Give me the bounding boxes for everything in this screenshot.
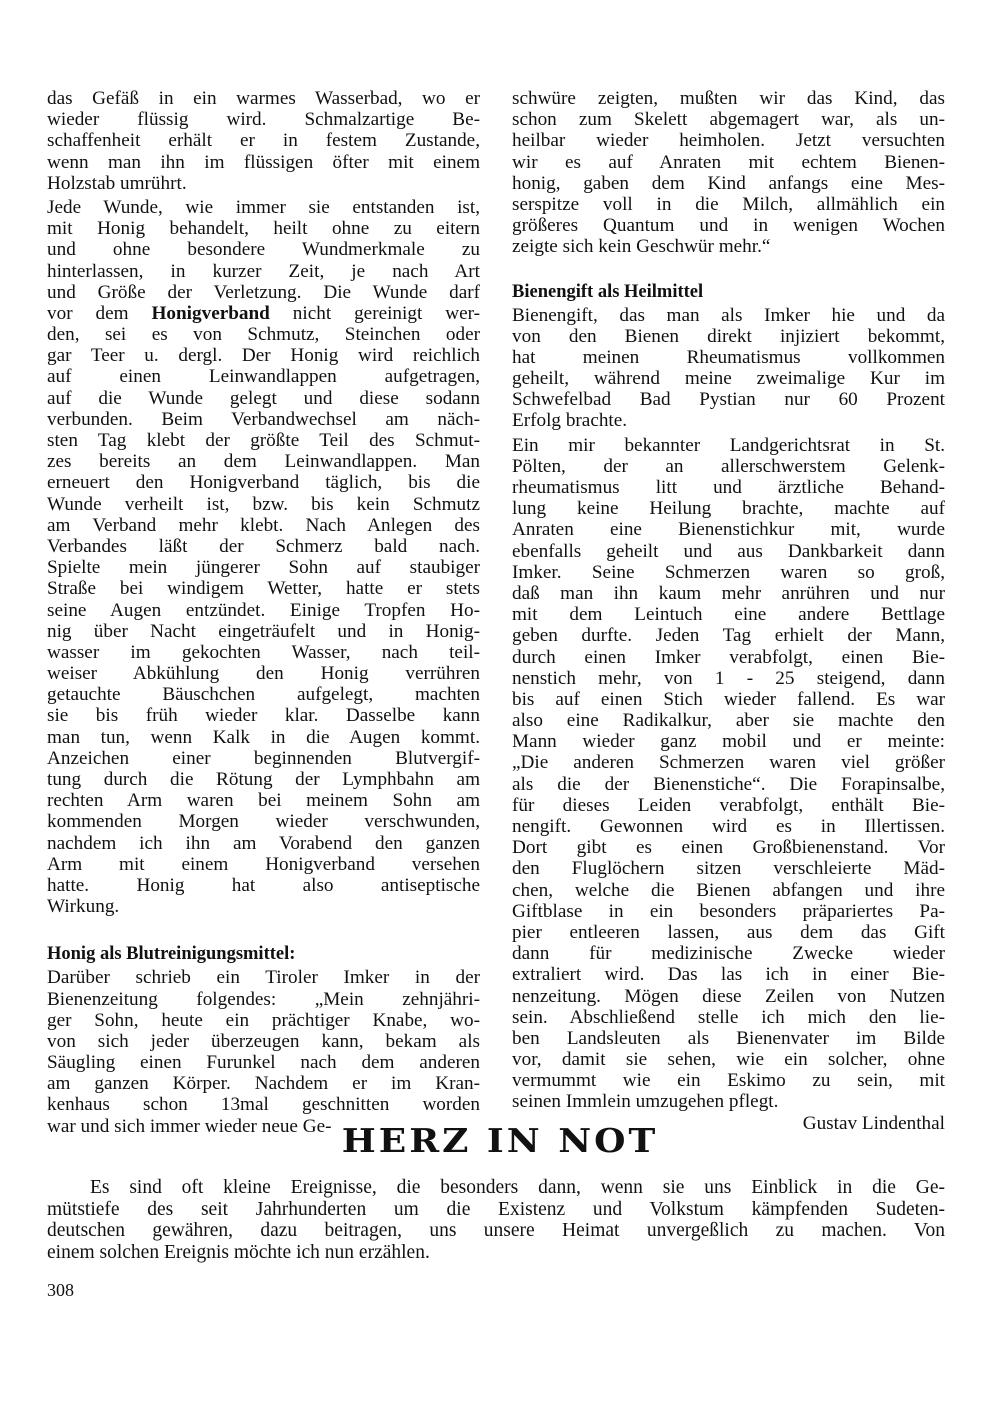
text-line: ben Landsleuten als Bienenvater im Bilde [512,1027,945,1049]
text-line [47,303,480,324]
text-line: vor, damit sie sehen, wie ein solcher, ohne [512,1049,945,1071]
text-line: Wunde verheilt ist, bzw. bis kein Schmutz [47,493,480,515]
text-line: wir es auf Anraten mit echtem Bienen- [512,151,945,173]
text-line: rechten Arm waren bei meinem Sohn am [47,790,480,812]
article-intro [47,1177,945,1263]
text-line: Bienenzeitung folgendes: „Mein zehnjähri- [47,988,480,1010]
bold-term: Honigverband [151,302,270,324]
section-heading-blutreinigung: Honig als Blutreinigungsmittel: [47,944,296,965]
text-line: zeigte sich kein Geschwür mehr.“ [512,236,771,258]
right-continuation [512,88,945,258]
text-line: schaffenheit erhält er in festem Zustande, [47,130,480,152]
text-line: Erfolg brachte. [512,410,628,432]
text-line: ger Sohn, heute ein prächtiger Knabe, wo- [47,1009,480,1031]
paragraph [512,88,945,258]
text-line: geben durfte. Jeden Tag erhielt der Mann, [512,625,945,647]
text-line: Wirkung. [47,896,120,918]
text-line: Pölten, der an allerschwerstem Gelenk- [512,455,945,477]
text-line: lung keine Heilung brachte, machte auf [512,498,945,520]
text-line: nig über Nacht eingeträufelt und in Honig- [47,620,480,642]
text-line: Es sind oft kleine Ereignisse, die besonders dann, wenn sie uns Einblick in die Ge- [90,1177,945,1198]
text-line: von sich jeder überzeugen kann, bekam als [47,1030,480,1052]
text-line: hinterlassen, in kurzer Zeit, je nach Art [47,260,480,282]
text-line: deutschen gewähren, dazu beitragen, uns unsere Heimat unvergeßlich zu machen. Von [47,1220,945,1241]
text-line: kenhaus schon 13mal geschnitten worden [47,1094,480,1116]
right-column [512,88,945,1134]
text-line: Darüber schrieb ein Tiroler Imker in der [47,967,480,989]
text-line: sein. Abschließend stelle ich mich den lie- [512,1006,945,1028]
text-line: einem solchen Ereignis möchte ich nun erzählen. [47,1241,430,1263]
text-line: rheumatismus litt und ärztliche Behand- [512,477,945,498]
right-paragraphs [512,305,945,1113]
text-line: für dieses Leiden verabfolgt, enthält Bie- [512,794,945,816]
text-line: honig, gaben dem Kind anfangs eine Mes- [512,172,945,194]
text-line: am ganzen Körper. Nachdem er im Kran- [47,1073,480,1095]
text-line: sie bis früh wieder klar. Dasselbe kann [47,705,480,727]
left-section-paragraph [47,967,480,1137]
text-line: schwüre zeigten, mußten wir das Kind, das [512,88,945,109]
text-line: nenstich mehr, von 1 - 25 steigend, dann [512,667,945,689]
text-line: nenzeitung. Mögen diese Zeilen von Nutzen [512,985,945,1007]
text-line: extraliert wird. Das las ich in einer Bie- [512,964,945,986]
text-line: mütstiefe des seit Jahrhunderten um die Existenz und Volkstum kämpfenden Sudeten- [47,1198,945,1220]
text-line: ebenfalls geheilt und aus Dankbarkeit dann [512,540,945,562]
text-line: Giftblase in ein besonders präpariertes Pa- [512,900,945,922]
text-line: seinen Immlein umzugehen pflegt. [512,1091,779,1113]
text-line: Arm mit einem Honigverband versehen [47,853,480,875]
text-line: und ohne besondere Wundmerkmale zu [47,239,480,261]
text-line: Ein mir bekannter Landgerichtsrat in St. [512,434,945,456]
text-line: nengift. Gewonnen wird es in Illertissen. [512,816,945,837]
text-line: Jede Wunde, wie immer sie entstanden ist, [47,196,480,218]
text-line: mit dem Leintuch eine andere Bettlage [512,604,945,626]
text-line: wasser im gekochten Wasser, nach teil- [47,641,480,663]
text-line: wenn man ihn im flüssigen öfter mit einem [47,151,480,173]
text-line: Spielte mein jüngerer Sohn auf staubiger [47,557,480,579]
text-line: Straße bei windigem Wetter, hatte er stets [47,578,480,600]
text-line: vermummt wie ein Eskimo zu sein, mit [512,1070,945,1092]
text-line: und Größe der Verletzung. Die Wunde darf [47,281,480,303]
text-line: Anraten eine Bienenstichkur mit, wurde [512,519,945,541]
text-line: sten Tag klebt der größte Teil des Schmut- [47,430,480,451]
page-number: 308 [47,1280,74,1300]
text-line: von den Bienen direkt injiziert bekommt, [512,325,945,347]
text-line: auf die Wunde gelegt und diese sodann [47,387,480,409]
text-line: gar Teer u. dergl. Der Honig wird reichlich [47,345,480,367]
text-line: getauchte Bäuschchen aufgelegt, machten [47,684,480,706]
left-paragraphs [47,88,480,917]
text-line: Verbandes läßt der Schmerz bald nach. [47,535,480,557]
text-line: verbunden. Beim Verbandwechsel am näch- [47,408,480,430]
text-line: heilbar wieder heimholen. Jetzt versuchten [512,130,945,152]
text-line: auf einen Leinwandlappen aufgetragen, [47,366,480,388]
text-line: Dort gibt es einen Großbienenstand. Vor [512,837,945,859]
paragraph [47,967,480,1137]
text-line: tung durch die Rötung der Lymphbahn am [47,769,480,790]
text-line: also eine Radikalkur, aber sie machte den [512,710,945,732]
text-line: kommenden Morgen wieder verschwunden, [47,811,480,833]
text-line: pier entleeren lassen, aus dem das Gift [512,921,945,943]
text-line: seine Augen entzündet. Einige Tropfen Ho- [47,599,480,621]
section-heading-bienengift: Bienengift als Heilmittel [512,281,704,302]
text-line: durch einen Imker verabfolgt, einen Bie- [512,646,945,668]
paragraph [47,197,480,917]
text-line: Bienengift, das man als Imker hie und da [512,304,945,326]
article-title: HERZ IN NOT [341,1122,659,1160]
text-line: man tun, wenn Kalk in die Augen kommt. [47,726,480,748]
text-line: Anzeichen einer beginnenden Blutvergif- [47,747,480,769]
left-column [47,88,480,1137]
text-line: chen, welche die Bienen abfangen und ihre [512,879,945,901]
text-line: als die der Bienenstiche“. Die Forapinsalbe, [512,773,945,795]
text-line: den, sei es von Schmutz, Steinchen oder [47,324,480,346]
text-line: wieder flüssig wird. Schmalzartige Be- [47,109,480,131]
text-line: größeres Quantum und in wenigen Wochen [512,215,945,237]
text-line: Imker. Seine Schmerzen waren so groß, [512,561,945,583]
text-segment: vor dem [47,302,152,324]
text-line: Holzstab umrührt. [47,172,187,194]
text-line: erneuert den Honigverband täglich, bis die [47,472,480,494]
text-line: hat meinen Rheumatismus vollkommen [512,346,945,368]
text-line: nachdem ich ihn am Vorabend den ganzen [47,832,480,854]
text-line: am Verband mehr klebt. Nach Anlegen des [47,514,480,536]
text-line: serspitze voll in die Milch, allmählich ein [512,193,945,215]
paragraph [47,88,480,194]
text-line: bis auf einen Stich wieder fallend. Es war [512,688,945,710]
text-line: Schwefelbad Bad Pystian nur 60 Prozent [512,389,945,411]
text-line: „Die anderen Schmerzen waren viel größer [512,752,945,774]
text-line: den Fluglöchern sitzen verschleierte Mäd- [512,858,945,880]
paragraph [512,305,945,432]
text-line: dann für medizinische Zwecke wieder [512,943,945,965]
text-segment: nicht gereinigt wer- [269,302,480,324]
paragraph [47,1177,945,1263]
text-line: Mann wieder ganz mobil und er meinte: [512,731,945,753]
author-signature: Gustav Lindenthal [802,1112,945,1134]
text-line: hatte. Honig hat also antiseptische [47,874,480,896]
text-line: das Gefäß in ein warmes Wasserbad, wo er [47,88,480,109]
text-line: war und sich immer wieder neue Ge- [47,1115,332,1137]
text-line: weiser Abkühlung den Honig verrühren [47,663,480,685]
text-line: schon zum Skelett abgemagert war, als un- [512,109,945,131]
text-line: Säugling einen Furunkel nach dem anderen [47,1052,480,1074]
text-line: geheilt, während meine zweimalige Kur im [512,368,945,390]
text-line: daß man ihn kaum mehr anrühren und nur [512,582,945,604]
paragraph [512,435,945,1113]
text-line: zes bereits an dem Leinwandlappen. Man [47,451,480,473]
text-line: mit Honig behandelt, heilt ohne zu eitern [47,218,480,240]
